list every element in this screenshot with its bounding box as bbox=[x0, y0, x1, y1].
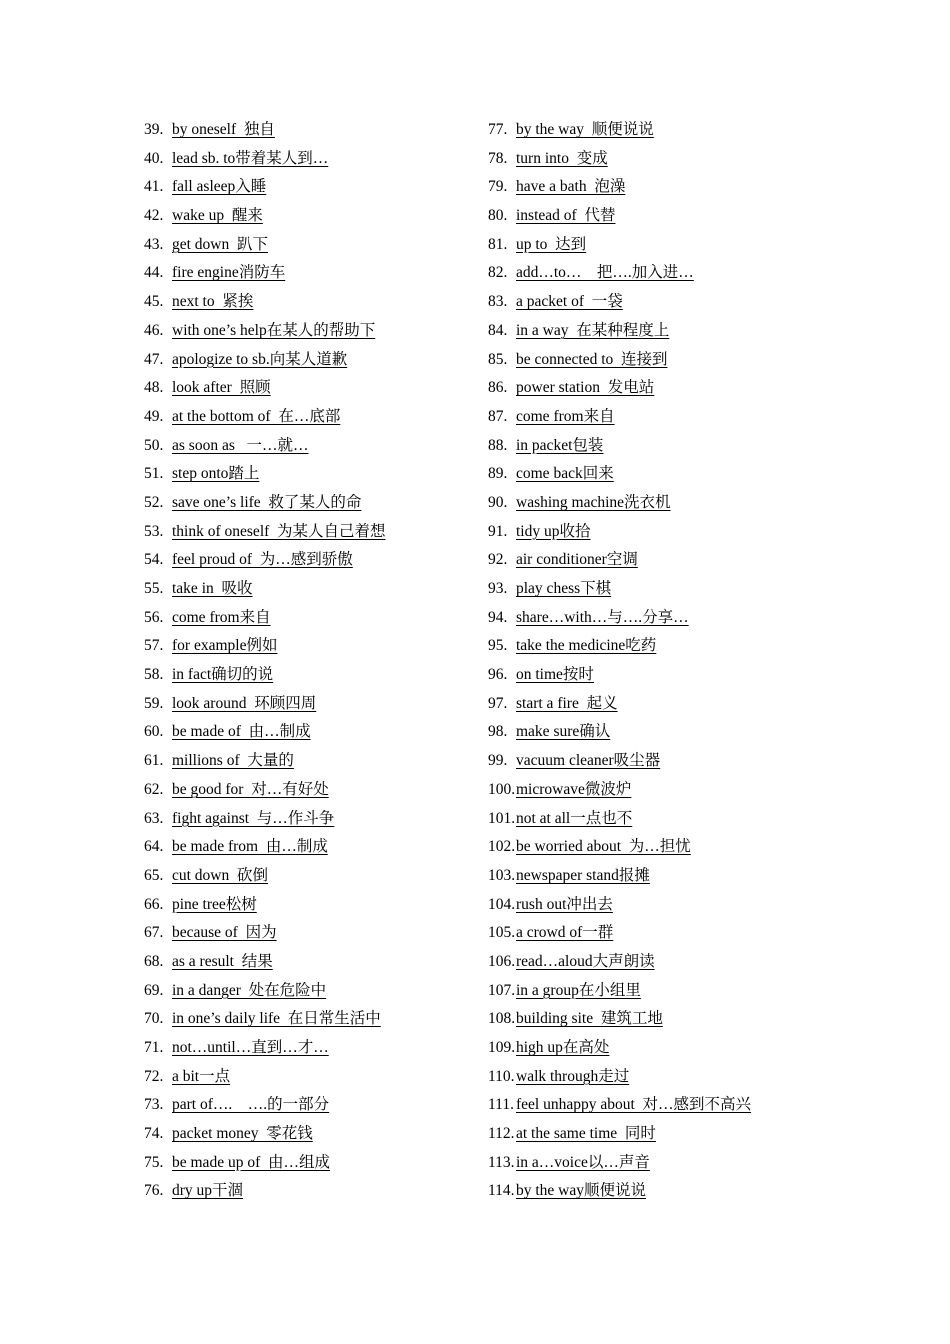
item-number: 112. bbox=[488, 1125, 515, 1143]
item-number: 49. bbox=[144, 407, 164, 425]
item-phrase: as soon as 一…就… bbox=[172, 436, 309, 454]
item-phrase: a packet of 一袋 bbox=[516, 293, 623, 311]
item-number: 41. bbox=[144, 178, 164, 196]
list-item bbox=[488, 1120, 928, 1149]
item-phrase: rush out冲出去 bbox=[516, 895, 613, 913]
list-item bbox=[144, 690, 464, 719]
item-number: 44. bbox=[144, 264, 164, 282]
item-phrase: feel unhappy about 对…感到不高兴 bbox=[516, 1096, 752, 1114]
item-number: 91. bbox=[488, 522, 508, 540]
item-phrase: lead sb. to带着某人到… bbox=[172, 149, 329, 167]
list-item bbox=[144, 919, 464, 948]
list-item bbox=[144, 891, 464, 920]
item-number: 70. bbox=[144, 1010, 164, 1028]
list-item bbox=[488, 776, 928, 805]
item-number: 52. bbox=[144, 493, 164, 511]
item-phrase: feel proud of 为…感到骄傲 bbox=[172, 551, 353, 569]
item-number: 79. bbox=[488, 178, 508, 196]
list-item bbox=[144, 1005, 464, 1034]
item-number: 90. bbox=[488, 493, 508, 511]
item-number: 48. bbox=[144, 379, 164, 397]
item-phrase: in a…voice以…声音 bbox=[516, 1153, 650, 1171]
item-phrase: be worried about 为…担忧 bbox=[516, 838, 691, 856]
item-number: 62. bbox=[144, 780, 164, 798]
list-item bbox=[488, 862, 928, 891]
item-phrase: come from来自 bbox=[516, 407, 615, 425]
list-item bbox=[144, 202, 464, 231]
item-phrase: in a danger 处在危险中 bbox=[172, 981, 327, 999]
item-phrase: part of…. ….的一部分 bbox=[172, 1096, 330, 1114]
item-phrase: a bit一点 bbox=[172, 1067, 231, 1085]
item-phrase: at the bottom of 在…底部 bbox=[172, 407, 341, 425]
item-number: 100. bbox=[488, 780, 516, 798]
item-number: 111. bbox=[488, 1096, 514, 1114]
item-phrase: step onto踏上 bbox=[172, 465, 260, 483]
list-item bbox=[144, 460, 464, 489]
list-item bbox=[144, 374, 464, 403]
item-phrase: add…to… 把….加入进… bbox=[516, 264, 694, 282]
item-phrase: in a group在小组里 bbox=[516, 981, 641, 999]
item-phrase: as a result 结果 bbox=[172, 952, 273, 970]
item-number: 77. bbox=[488, 121, 508, 138]
list-item bbox=[488, 1005, 928, 1034]
item-number: 105. bbox=[488, 924, 516, 942]
list-item bbox=[488, 546, 928, 575]
item-number: 61. bbox=[144, 752, 164, 770]
item-phrase: look around 环顾四周 bbox=[172, 694, 317, 712]
item-number: 73. bbox=[144, 1096, 164, 1114]
item-phrase: by the way 顺便说说 bbox=[516, 121, 654, 138]
list-item bbox=[488, 346, 928, 375]
list-item bbox=[488, 632, 928, 661]
item-number: 43. bbox=[144, 235, 164, 253]
item-phrase: be made up of 由…组成 bbox=[172, 1153, 330, 1171]
item-number: 40. bbox=[144, 149, 164, 167]
item-phrase: fire engine消防车 bbox=[172, 264, 286, 282]
list-item bbox=[144, 1149, 464, 1178]
item-phrase: building site 建筑工地 bbox=[516, 1010, 663, 1028]
item-number: 50. bbox=[144, 436, 164, 454]
item-phrase: share…with…与….分享… bbox=[516, 608, 689, 626]
list-item bbox=[488, 374, 928, 403]
item-number: 46. bbox=[144, 321, 164, 339]
list-item bbox=[488, 460, 928, 489]
list-item bbox=[488, 718, 928, 747]
list-item bbox=[144, 575, 464, 604]
list-item bbox=[488, 1177, 928, 1206]
list-item bbox=[144, 173, 464, 202]
item-number: 59. bbox=[144, 694, 164, 712]
item-phrase: come from来自 bbox=[172, 608, 271, 626]
list-item bbox=[488, 145, 928, 174]
item-phrase: newspaper stand报摊 bbox=[516, 866, 650, 884]
item-number: 88. bbox=[488, 436, 508, 454]
list-item bbox=[488, 661, 928, 690]
item-number: 94. bbox=[488, 608, 508, 626]
item-number: 102. bbox=[488, 838, 516, 856]
item-number: 71. bbox=[144, 1039, 164, 1056]
item-phrase: air conditioner空调 bbox=[516, 551, 638, 569]
item-number: 110. bbox=[488, 1067, 515, 1085]
list-item bbox=[488, 977, 928, 1006]
item-number: 95. bbox=[488, 637, 508, 655]
item-phrase: start a fire 起义 bbox=[516, 694, 618, 712]
list-item bbox=[488, 1063, 928, 1092]
item-phrase: millions of 大量的 bbox=[172, 752, 294, 770]
list-item bbox=[488, 317, 928, 346]
list-item bbox=[144, 489, 464, 518]
item-number: 39. bbox=[144, 121, 164, 138]
item-phrase: at the same time 同时 bbox=[516, 1125, 656, 1143]
item-phrase: take the medicine吃药 bbox=[516, 637, 657, 655]
item-phrase: in fact确切的说 bbox=[172, 666, 274, 684]
item-number: 54. bbox=[144, 551, 164, 569]
list-item bbox=[144, 1177, 464, 1206]
item-number: 85. bbox=[488, 350, 508, 368]
item-phrase: make sure确认 bbox=[516, 723, 611, 741]
item-number: 81. bbox=[488, 235, 508, 253]
item-number: 63. bbox=[144, 809, 164, 827]
item-number: 98. bbox=[488, 723, 508, 741]
item-phrase: in one’s daily life 在日常生活中 bbox=[172, 1010, 381, 1028]
item-number: 109. bbox=[488, 1039, 516, 1056]
list-item bbox=[144, 718, 464, 747]
list-item bbox=[144, 661, 464, 690]
item-phrase: come back回来 bbox=[516, 465, 614, 483]
item-phrase: a crowd of一群 bbox=[516, 924, 614, 942]
item-phrase: get down 趴下 bbox=[172, 235, 269, 253]
item-number: 58. bbox=[144, 666, 164, 684]
item-phrase: not at all一点也不 bbox=[516, 809, 633, 827]
item-phrase: power station 发电站 bbox=[516, 379, 655, 397]
list-item bbox=[144, 1120, 464, 1149]
item-phrase: packet money 零花钱 bbox=[172, 1125, 313, 1143]
item-number: 83. bbox=[488, 293, 508, 311]
item-phrase: walk through走过 bbox=[516, 1067, 630, 1085]
item-number: 57. bbox=[144, 637, 164, 655]
item-number: 101. bbox=[488, 809, 516, 827]
item-number: 60. bbox=[144, 723, 164, 741]
item-phrase: be connected to 连接到 bbox=[516, 350, 668, 368]
item-number: 47. bbox=[144, 350, 164, 368]
item-phrase: up to 达到 bbox=[516, 235, 587, 253]
list-item bbox=[488, 1034, 928, 1063]
list-item bbox=[144, 145, 464, 174]
item-number: 56. bbox=[144, 608, 164, 626]
list-item bbox=[488, 489, 928, 518]
list-item bbox=[488, 948, 928, 977]
list-item bbox=[488, 202, 928, 231]
list-item bbox=[144, 403, 464, 432]
list-item bbox=[488, 747, 928, 776]
list-item bbox=[144, 632, 464, 661]
item-number: 82. bbox=[488, 264, 508, 282]
list-item bbox=[144, 948, 464, 977]
item-phrase: high up在高处 bbox=[516, 1039, 610, 1056]
left-phrase-list bbox=[144, 116, 464, 1206]
item-phrase: instead of 代替 bbox=[516, 207, 616, 225]
list-item bbox=[488, 1091, 928, 1120]
item-phrase: next to 紧挨 bbox=[172, 293, 254, 311]
item-phrase: be made of 由…制成 bbox=[172, 723, 311, 741]
item-number: 92. bbox=[488, 551, 508, 569]
item-number: 45. bbox=[144, 293, 164, 311]
list-item bbox=[144, 346, 464, 375]
list-item bbox=[144, 546, 464, 575]
item-phrase: fall asleep入睡 bbox=[172, 178, 267, 196]
list-item bbox=[488, 432, 928, 461]
list-item bbox=[144, 317, 464, 346]
item-phrase: microwave微波炉 bbox=[516, 780, 632, 798]
list-item bbox=[488, 259, 928, 288]
list-item bbox=[488, 891, 928, 920]
item-number: 106. bbox=[488, 952, 516, 970]
item-number: 64. bbox=[144, 838, 164, 856]
item-number: 78. bbox=[488, 149, 508, 167]
item-phrase: vacuum cleaner吸尘器 bbox=[516, 752, 661, 770]
list-item bbox=[488, 690, 928, 719]
item-number: 114. bbox=[488, 1182, 515, 1200]
item-number: 67. bbox=[144, 924, 164, 942]
item-phrase: washing machine洗衣机 bbox=[516, 493, 671, 511]
item-number: 80. bbox=[488, 207, 508, 225]
list-item bbox=[488, 288, 928, 317]
item-number: 96. bbox=[488, 666, 508, 684]
item-phrase: take in 吸收 bbox=[172, 580, 253, 597]
item-phrase: because of 因为 bbox=[172, 924, 277, 942]
item-phrase: read…aloud大声朗读 bbox=[516, 952, 655, 970]
item-number: 97. bbox=[488, 694, 508, 712]
list-item bbox=[488, 116, 928, 145]
item-phrase: be made from 由…制成 bbox=[172, 838, 328, 856]
item-number: 107. bbox=[488, 981, 516, 999]
list-item bbox=[144, 1034, 464, 1063]
item-phrase: cut down 砍倒 bbox=[172, 866, 269, 884]
right-phrase-list bbox=[488, 116, 928, 1206]
list-item bbox=[488, 833, 928, 862]
list-item bbox=[144, 977, 464, 1006]
list-item bbox=[144, 747, 464, 776]
item-number: 65. bbox=[144, 866, 164, 884]
item-number: 74. bbox=[144, 1125, 164, 1143]
list-item bbox=[488, 805, 928, 834]
item-phrase: look after 照顾 bbox=[172, 379, 271, 397]
list-item bbox=[144, 1063, 464, 1092]
item-number: 84. bbox=[488, 321, 508, 339]
item-phrase: fight against 与…作斗争 bbox=[172, 809, 335, 827]
item-phrase: play chess下棋 bbox=[516, 580, 612, 597]
item-number: 99. bbox=[488, 752, 508, 770]
item-phrase: save one’s life 救了某人的命 bbox=[172, 493, 362, 511]
list-item bbox=[144, 231, 464, 260]
item-number: 72. bbox=[144, 1067, 164, 1085]
item-phrase: dry up干涸 bbox=[172, 1182, 244, 1200]
item-phrase: think of oneself 为某人自己着想 bbox=[172, 522, 386, 540]
item-number: 42. bbox=[144, 207, 164, 225]
item-number: 66. bbox=[144, 895, 164, 913]
item-number: 93. bbox=[488, 580, 508, 597]
item-phrase: pine tree松树 bbox=[172, 895, 257, 913]
list-item bbox=[144, 604, 464, 633]
item-number: 87. bbox=[488, 407, 508, 425]
item-phrase: not…until…直到…才… bbox=[172, 1039, 329, 1056]
list-item bbox=[144, 518, 464, 547]
item-number: 104. bbox=[488, 895, 516, 913]
list-item bbox=[488, 403, 928, 432]
list-item bbox=[488, 518, 928, 547]
item-number: 89. bbox=[488, 465, 508, 483]
item-number: 51. bbox=[144, 465, 164, 483]
item-phrase: by the way顺便说说 bbox=[516, 1182, 647, 1200]
item-number: 86. bbox=[488, 379, 508, 397]
item-phrase: apologize to sb.向某人道歉 bbox=[172, 350, 348, 368]
list-item bbox=[144, 805, 464, 834]
item-phrase: turn into 变成 bbox=[516, 149, 608, 167]
list-item bbox=[144, 862, 464, 891]
item-phrase: on time按时 bbox=[516, 666, 594, 684]
list-item bbox=[488, 919, 928, 948]
item-phrase: tidy up收拾 bbox=[516, 522, 591, 540]
list-item bbox=[488, 575, 928, 604]
item-number: 69. bbox=[144, 981, 164, 999]
list-item bbox=[144, 116, 464, 145]
item-number: 53. bbox=[144, 522, 164, 540]
list-item bbox=[488, 231, 928, 260]
list-item bbox=[144, 259, 464, 288]
list-item bbox=[488, 173, 928, 202]
item-number: 75. bbox=[144, 1153, 164, 1171]
item-phrase: for example例如 bbox=[172, 637, 278, 655]
list-item bbox=[488, 1149, 928, 1178]
item-number: 55. bbox=[144, 580, 164, 597]
list-item bbox=[144, 432, 464, 461]
item-number: 103. bbox=[488, 866, 516, 884]
list-item bbox=[144, 776, 464, 805]
item-number: 113. bbox=[488, 1153, 515, 1171]
list-item bbox=[144, 1091, 464, 1120]
list-item bbox=[488, 604, 928, 633]
item-phrase: have a bath 泡澡 bbox=[516, 178, 626, 196]
item-phrase: be good for 对…有好处 bbox=[172, 780, 329, 798]
item-number: 76. bbox=[144, 1182, 164, 1200]
item-phrase: by oneself 独自 bbox=[172, 121, 275, 138]
item-number: 108. bbox=[488, 1010, 516, 1028]
item-phrase: wake up 醒来 bbox=[172, 207, 263, 225]
list-item bbox=[144, 833, 464, 862]
item-number: 68. bbox=[144, 952, 164, 970]
item-phrase: in packet包装 bbox=[516, 436, 604, 454]
item-phrase: in a way 在某种程度上 bbox=[516, 321, 670, 339]
item-phrase: with one’s help在某人的帮助下 bbox=[172, 321, 376, 339]
list-item bbox=[144, 288, 464, 317]
